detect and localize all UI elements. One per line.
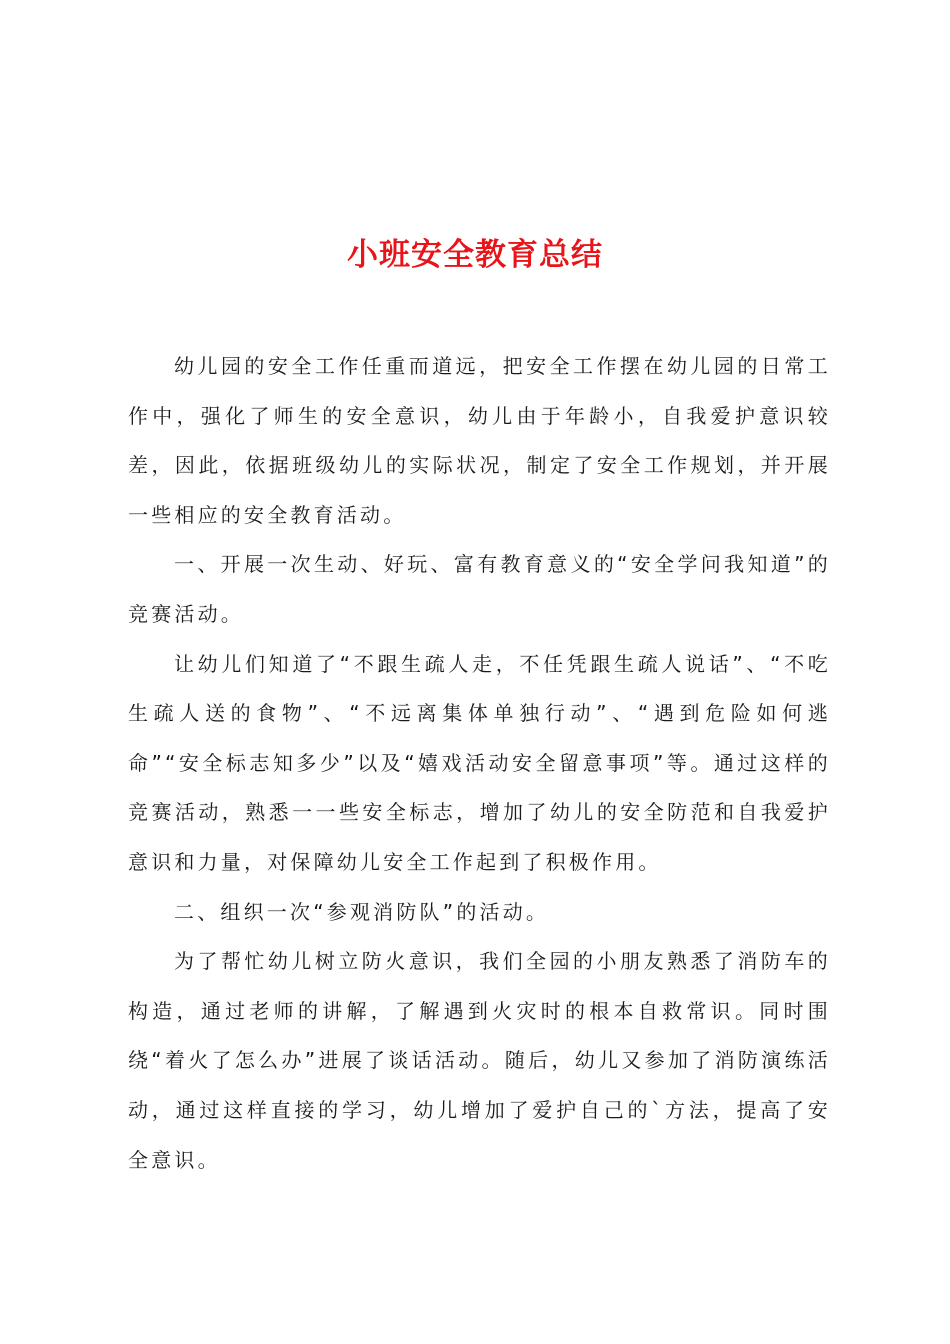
document-title: 小班安全教育总结 <box>347 236 603 273</box>
paragraph-section-2-heading: 二、组织一次“参观消防队”的活动。 <box>174 899 550 924</box>
paragraph-intro: 幼儿园的安全工作任重而道远，把安全工作摆在幼儿园的日常工作中，强化了师生的安全意识，幼儿由于年龄小，自我爱护意识较差，因此，依据班级幼儿的实际状况，制定了安全工作规划，并开展一些相应的安全教育活动。 <box>128 354 831 527</box>
paragraph-section-1-body: 让幼儿们知道了“不跟生疏人走，不任凭跟生疏人说话”、“不吃生疏人送的食物”、“不远离集体单独行动”、“遇到危险如何逃命”“安全标志知多少”以及“嬉戏活动安全留意事项”等。通过这样的竞赛活动，熟悉一一些安全标志，增加了幼儿的安全防范和自我爱护意识和力量，对保障幼儿安全工作起到了积极作用。 <box>128 651 831 874</box>
paragraph-section-1-heading: 一、开展一次生动、好玩、富有教育意义的“安全学问我知道”的竞赛活动。 <box>128 552 831 626</box>
document-body <box>128 342 831 1185</box>
paragraph-section-2-body: 为了帮忙幼儿树立防火意识，我们全园的小朋友熟悉了消防车的构造，通过老师的讲解，了解遇到火灾时的根本自救常识。同时围绕“着火了怎么办”进展了谈话活动。随后，幼儿又参加了消防演练活动，通过这样直接的学习，幼儿增加了爱护自己的`方法，提高了安全意识。 <box>128 949 831 1172</box>
